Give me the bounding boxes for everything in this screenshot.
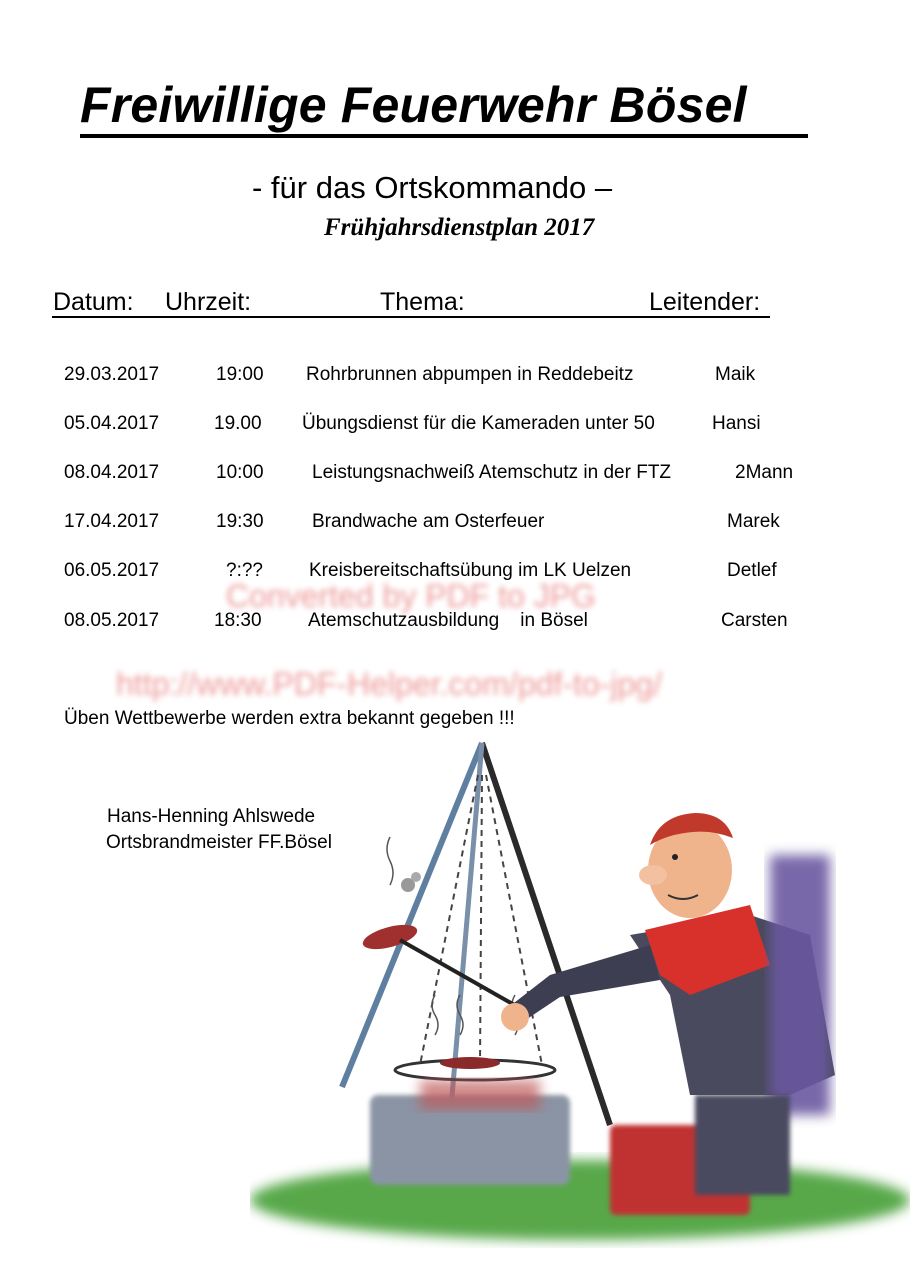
row-topic: Kreisbereitschaftsübung im LK Uelzen (309, 560, 632, 581)
row-leader: Detlef (727, 560, 777, 581)
watermark-line-2: http://www.PDF-Helper.com/pdf-to-jpg/ (116, 666, 662, 702)
column-header-leader: Leitender: (649, 288, 761, 316)
row-time: 19:00 (216, 364, 264, 385)
row-leader: Maik (715, 364, 756, 385)
row-date: 08.04.2017 (64, 462, 160, 483)
watermark-line-1: Converted by PDF to JPG (226, 578, 596, 614)
row-topic: Atemschutzausbildung in Bösel (308, 610, 588, 631)
row-date: 05.04.2017 (64, 413, 160, 434)
row-date: 06.05.2017 (64, 560, 160, 581)
column-header-date: Datum: (53, 288, 134, 316)
title-underline (80, 134, 808, 138)
row-time: 10:00 (216, 462, 264, 483)
row-topic: Leistungsnachweiß Atemschutz in der FTZ (312, 462, 672, 483)
row-leader: Marek (727, 511, 780, 532)
column-header-topic: Thema: (380, 288, 465, 316)
row-time: 18:30 (214, 610, 262, 631)
signature-name: Hans-Henning Ahlswede (107, 806, 316, 827)
row-date: 17.04.2017 (64, 511, 160, 532)
plan-title: Frühjahrsdienstplan 2017 (324, 214, 595, 241)
row-leader: Hansi (712, 413, 761, 434)
column-header-time: Uhrzeit: (165, 288, 252, 316)
row-date: 08.05.2017 (64, 610, 160, 631)
row-leader: 2Mann (735, 462, 794, 483)
row-topic: Rohrbrunnen abpumpen in Reddebeitz (306, 364, 634, 385)
page-title: Freiwillige Feuerwehr Bösel (80, 77, 747, 133)
firefighter-grilling-illustration (250, 735, 910, 1280)
header-underline (52, 316, 770, 318)
subtitle: - für das Ortskommando – (252, 170, 613, 205)
row-date: 29.03.2017 (64, 364, 160, 385)
row-time: ?:?? (226, 560, 263, 581)
row-leader: Carsten (721, 610, 788, 631)
signature-role: Ortsbrandmeister FF.Bösel (106, 832, 332, 853)
row-topic: Übungsdienst für die Kameraden unter 50 (302, 413, 655, 434)
row-time: 19:30 (216, 511, 264, 532)
row-time: 19.00 (214, 413, 262, 434)
row-topic: Brandwache am Osterfeuer (312, 511, 545, 532)
note-text: Üben Wettbewerbe werden extra bekannt gegeben !!! (64, 708, 515, 729)
